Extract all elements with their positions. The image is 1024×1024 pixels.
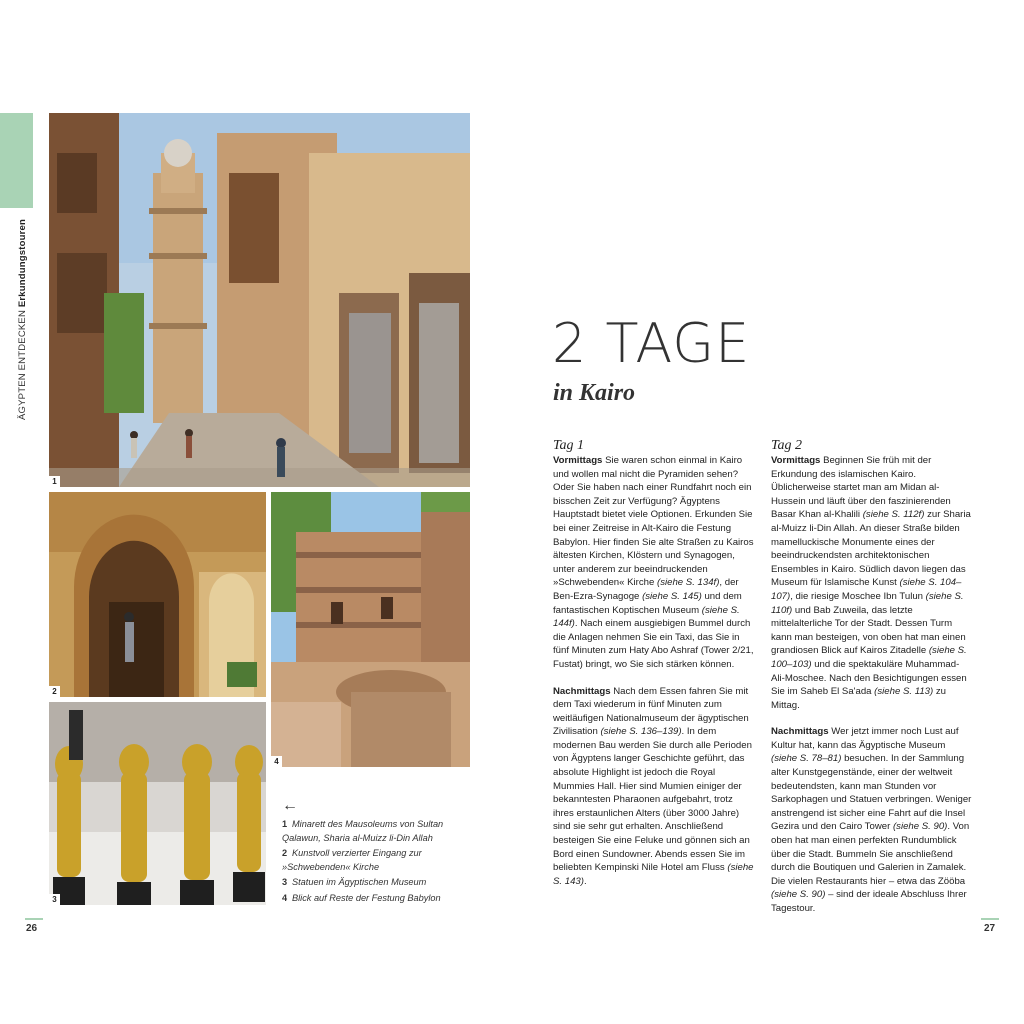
photo-minaret-street xyxy=(49,113,470,487)
caption-item: 2 Kunstvoll verzierter Eingang zur »Schwebenden« Kirche xyxy=(282,848,422,872)
photo-church-entrance xyxy=(49,492,266,697)
caption-item: 1 Minarett des Mausoleums von Sultan Qalawun, Sharia al-Muizz li-Din Allah xyxy=(282,819,444,843)
photo-number: 1 xyxy=(49,476,60,487)
photo-number: 2 xyxy=(49,686,60,697)
caption-item: 4 Blick auf Reste der Festung Babylon xyxy=(282,892,441,903)
page-number-right: 27 xyxy=(984,923,996,934)
day2-morning-paragraph: Vormittags Beginnen Sie früh mit der Erkundung des islamischen Kairo. Üblicherweise startet man am Midan al-Hussein und läuft über den faszinierenden Basar Khan al-Khalili (siehe S. 112f) zur Sharia al-Muizz li-Din Allah. An dieser Straße bilden mamelluckische Monumente eines der beeindruckendsten architektonischen Ensembles in Kairo. Südlich davon liegen das Museum für Islamische Kunst (siehe S. 104–107), die riesige Moschee Ibn Tulun (siehe S. 110f) und Bab Zuweila, das letzte mittelalterliche Tor der Stadt. Dessen Turm kann man besteigen, von oben hat man einen grandiosen Blick auf Kairos Zitadelle (siehe S. 100–103) und die spektakuläre Muhammad-Ali-Moschee. Nach den Besichtigungen essen Sie im Saheb El Sa'ada (siehe S. 113) zu Mittag. xyxy=(771,455,971,711)
chapter-tab xyxy=(0,113,33,208)
photo-number: 3 xyxy=(49,894,60,905)
day1-column xyxy=(553,438,755,901)
day2-afternoon-paragraph: Nachmittags Wer jetzt immer noch Lust auf Kultur hat, kann das Ägyptische Museum (siehe S. 78–81) besuchen. In der Sammlung alter Kunstgegenstände, einer der weltweit bedeutendsten, kann man Stunden vor Sarkophagen und Statuen verbringen. Weniger anstrengend ist sicher eine Fahrt auf die Insel Gezira und den Cairo Tower (siehe S. 90). Von oben hat man einen perfekten Rundumblick über die Stadt. Bummeln Sie anschließend durch die Boutiquen und Galerien in Zamalek. Die vielen Restaurants hier – etwa das Zööba (siehe S. 90) – sind der ideale Abschluss Ihrer Tagestour. xyxy=(771,726,972,914)
day1-morning-paragraph: Vormittags Sie waren schon einmal in Kairo und wollen mal nicht die Pyramiden sehen? Oder Sie haben nach einer Rundfahrt noch ein bisschen Zeit zur Verfügung? Ägyptens Hauptstadt bietet viele Optionen. Erkunden Sie bei einer Zeitreise in Alt-Kairo die Festung Babylon. Hier finden Sie alte Straßen zu Kairos ältesten Kirchen, Klöstern und Synagogen, unter anderem zur beeindruckenden »Schwebenden« Kirche (siehe S. 134f), der Ben-Ezra-Synagoge (siehe S. 145) und dem fantastischen Koptischen Museum (siehe S. 144f). Nach einem ausgiebigen Bummel durch die Anlagen nehmen Sie ein Taxi, das Sie in fünf Minuten zum Haty Abo Ashraf (Tower 2/21, Fustat) bringt, wo Sie sich stärken können. xyxy=(553,455,754,670)
day1-heading: Tag 1 xyxy=(553,438,585,453)
arrow-left-icon: ← xyxy=(282,797,298,814)
caption-item: 3 Statuen im Ägyptischen Museum xyxy=(282,877,427,887)
day2-heading: Tag 2 xyxy=(771,438,803,453)
day2-column xyxy=(771,438,973,929)
chapter-label xyxy=(0,200,39,430)
page-number-rule-left xyxy=(25,918,43,920)
photo-babylon-fortress xyxy=(271,492,470,767)
day1-afternoon-paragraph: Nachmittags Nach dem Essen fahren Sie mit dem Taxi wiederum in fünf Minuten zum weitläufigen Nationalmuseum der ägyptischen Zivilisation (siehe S. 136–139). In dem modernen Bau werden Sie durch alle Perioden von Ägyptens langer Geschichte geführt, das absolute Highlight ist jedoch die Royal Mummies Hall. Hier sind Mumien einiger der bekanntesten Pharaonen aufgebahrt, trotz ihres erstaunlichen Alters (über 3000 Jahre) sind sie sehr gut erhalten. Anschließend besteigen Sie eine Feluke und gönnen sich an Bord einen Sundowner. Abends essen Sie im beliebten Kempinski Nile Hotel am Fluss (siehe S. 143). xyxy=(553,685,754,887)
page-number-rule-right xyxy=(981,918,999,920)
page-title: 2 TAGE xyxy=(552,312,751,375)
photo-number: 4 xyxy=(271,756,282,767)
photo-museum-statues xyxy=(49,702,266,905)
page-number-left: 26 xyxy=(26,923,38,934)
chapter-label-main: Erkundungstouren xyxy=(17,218,28,308)
photo-captions xyxy=(282,818,472,907)
page-subtitle: in Kairo xyxy=(553,380,636,406)
chapter-label-prefix: ÄGYPTEN ENTDECKEN xyxy=(17,309,28,420)
